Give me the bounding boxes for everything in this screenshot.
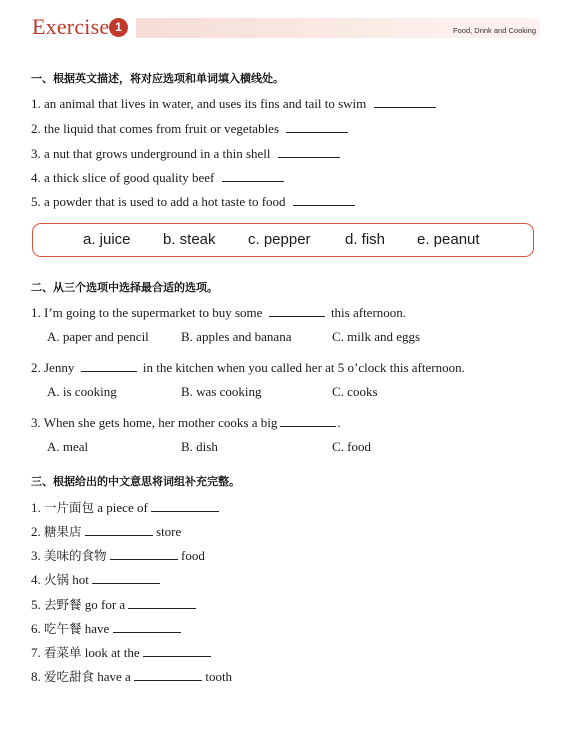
s2-q3-choice-b[interactable]: B. dish (181, 439, 218, 454)
s3-item-num: 8. (31, 669, 41, 684)
topic-label: Food, Drink and Cooking (453, 26, 536, 35)
answer-blank[interactable] (222, 169, 284, 182)
s3-item-post: store (156, 524, 182, 539)
s3-item-chinese: 吃午餐 (44, 621, 82, 636)
answer-blank[interactable] (81, 359, 137, 372)
s3-item-num: 3. (31, 548, 41, 563)
answer-blank[interactable] (286, 120, 348, 133)
s3-item-chinese: 看菜单 (44, 645, 82, 660)
s1-item-5 (31, 193, 355, 210)
answer-blank[interactable] (113, 620, 181, 633)
s3-item-post: food (181, 548, 205, 563)
s3-item-num: 6. (31, 621, 41, 636)
s2-question-2 (31, 359, 465, 376)
s3-item-chinese: 一片面包 (44, 500, 95, 515)
answer-blank[interactable] (128, 596, 196, 609)
option-c: c. pepper (248, 231, 311, 248)
s3-item-pre: look at the (84, 645, 140, 660)
s3-item-pre: go for a (84, 597, 126, 612)
exercise-title: Exercise (32, 14, 110, 39)
s2-q1-pre: 1. I’m going to the supermarket to buy some (31, 305, 263, 320)
s3-item-post: tooth (205, 669, 233, 684)
s2-q1-choice-c[interactable]: C. milk and eggs (332, 329, 421, 344)
s3-item-chinese: 去野餐 (44, 597, 82, 612)
answer-blank[interactable] (293, 193, 355, 206)
s1-item-3-text: 3. a nut that grows underground in a thin shell (31, 146, 271, 161)
answer-blank[interactable] (143, 644, 211, 657)
answer-blank[interactable] (134, 668, 202, 681)
s2-q1-choice-a[interactable]: A. paper and pencil (47, 329, 149, 344)
s3-item-5 (31, 595, 196, 613)
s1-item-3 (31, 145, 340, 162)
header-band (136, 18, 540, 38)
answer-blank[interactable] (280, 414, 336, 427)
answer-blank[interactable] (92, 571, 160, 584)
s3-item-8 (31, 667, 232, 685)
s1-item-4-text: 4. a thick slice of good quality beef (31, 170, 215, 185)
answer-blank[interactable] (269, 304, 325, 317)
s3-item-num: 4. (31, 572, 41, 587)
s3-item-1 (31, 498, 219, 516)
s3-item-num: 1. (31, 500, 41, 515)
exercise-header (32, 14, 540, 40)
option-e: e. peanut (417, 231, 480, 248)
s3-item-num: 5. (31, 597, 41, 612)
s1-item-2-text: 2. the liquid that comes from fruit or vegetables (31, 121, 280, 136)
s3-item-chinese: 火锅 (44, 572, 70, 587)
answer-blank[interactable] (85, 523, 153, 536)
s3-item-2 (31, 522, 181, 540)
s2-q3-choice-c[interactable]: C. food (332, 439, 371, 454)
section2-title: 二、从三个选项中选择最合适的选项。 (31, 281, 218, 294)
option-d: d. fish (345, 231, 386, 248)
s2-question-1 (31, 304, 406, 321)
s3-item-chinese: 美味的食物 (44, 548, 107, 563)
s2-q3-choice-a[interactable]: A. meal (47, 439, 89, 454)
s1-item-5-text: 5. a powder that is used to add a hot taste to food (31, 194, 286, 209)
s3-item-pre: have a (97, 669, 131, 684)
s2-q2-post: in the kitchen when you called her at 5 o’clock this afternoon. (142, 360, 465, 375)
s2-q1-choice-b[interactable]: B. apples and banana (181, 329, 292, 344)
s1-item-1 (31, 95, 436, 112)
s3-item-chinese: 糖果店 (44, 524, 82, 539)
s3-item-num: 2. (31, 524, 41, 539)
s2-q3-pre: 3. When she gets home, her mother cooks a big (31, 415, 278, 430)
s3-item-pre: a piece of (97, 500, 148, 515)
s2-question-3 (31, 414, 341, 431)
answer-blank[interactable] (151, 499, 219, 512)
answer-blank[interactable] (374, 95, 436, 108)
s3-item-pre: hot (72, 572, 89, 587)
s2-q3-post: . (337, 415, 341, 430)
s2-q2-choice-c[interactable]: C. cooks (332, 384, 378, 399)
s2-q1-post: this afternoon. (330, 305, 407, 320)
s2-q2-choice-b[interactable]: B. was cooking (181, 384, 262, 399)
s2-q2-choice-a[interactable]: A. is cooking (47, 384, 117, 399)
exercise-number-badge: 1 (109, 18, 128, 37)
s3-item-num: 7. (31, 645, 41, 660)
s1-item-1-text: 1. an animal that lives in water, and uses its fins and tail to swim (31, 96, 367, 111)
s1-item-4 (31, 169, 284, 186)
section3-title: 三、根据给出的中文意思将词组补充完整。 (31, 475, 240, 488)
s3-item-3 (31, 546, 205, 564)
s3-item-pre: have (84, 621, 110, 636)
s3-item-7 (31, 643, 211, 661)
answer-blank[interactable] (110, 547, 178, 560)
answer-blank[interactable] (278, 145, 340, 158)
section1-title: 一、根据英文描述，将对应选项和单词填入横线处。 (31, 72, 284, 85)
word-bank-box (32, 223, 534, 257)
s3-item-6 (31, 619, 181, 637)
s3-item-4 (31, 570, 160, 588)
s1-item-2 (31, 120, 348, 137)
s2-q2-pre: 2. Jenny (31, 360, 75, 375)
s3-item-chinese: 爱吃甜食 (44, 669, 95, 684)
option-b: b. steak (163, 231, 216, 248)
option-a: a. juice (83, 231, 131, 248)
